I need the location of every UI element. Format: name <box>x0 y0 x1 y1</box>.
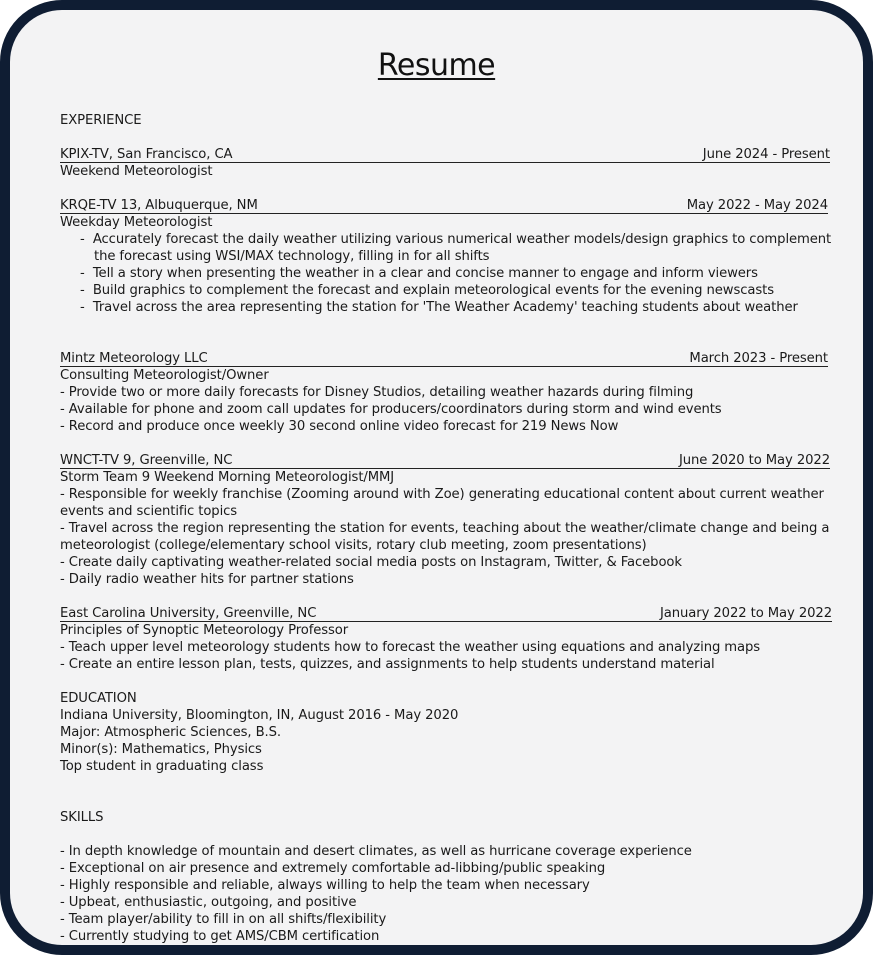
resume-content <box>60 112 830 945</box>
job-bullet: - Record and produce once weekly 30 second online video forecast for 219 News Now <box>60 419 619 434</box>
job-bullet-continued: meteorologist (college/elementary school visits, rotary club meeting, zoom presentations) <box>60 538 647 553</box>
job-org: East Carolina University, Greenville, NC <box>60 606 317 621</box>
job-header-mintz <box>60 350 828 367</box>
job-role: Weekday Meteorologist <box>60 215 213 230</box>
job-header-kpix <box>60 146 830 163</box>
experience-heading: EXPERIENCE <box>60 113 142 128</box>
job-dates: March 2023 - Present <box>689 351 828 366</box>
job-bullet: - Create daily captivating weather-related social media posts on Instagram, Twitter, & Facebook <box>60 555 682 570</box>
job-header-krqe <box>60 197 828 214</box>
job-dates: June 2024 - Present <box>702 147 830 162</box>
job-bullet-continued: the forecast using WSI/MAX technology, filling in for all shifts <box>94 249 490 264</box>
job-bullet: - Build graphics to complement the forecast and explain meteorological events for the evening newscasts <box>80 283 775 298</box>
job-bullet: - Create an entire lesson plan, tests, quizzes, and assignments to help students understand material <box>60 657 715 672</box>
job-dates: June 2020 to May 2022 <box>678 453 830 468</box>
skill-item: - In depth knowledge of mountain and desert climates, as well as hurricane coverage experience <box>60 844 692 859</box>
education-line: Indiana University, Bloomington, IN, August 2016 - May 2020 <box>60 708 459 723</box>
job-org: WNCT-TV 9, Greenville, NC <box>60 453 233 468</box>
job-bullet: - Provide two or more daily forecasts for Disney Studios, detailing weather hazards during filming <box>60 385 694 400</box>
education-heading: EDUCATION <box>60 691 137 706</box>
skill-item: - Team player/ability to fill in on all shifts/flexibility <box>60 912 387 927</box>
job-role: Storm Team 9 Weekend Morning Meteorologist/MMJ <box>60 470 395 485</box>
skill-item: - Currently studying to get AMS/CBM certification <box>60 929 380 944</box>
job-role: Weekend Meteorologist <box>60 164 213 179</box>
job-org: KPIX-TV, San Francisco, CA <box>60 147 233 162</box>
education-line: Major: Atmospheric Sciences, B.S. <box>60 725 282 740</box>
skills-heading: SKILLS <box>60 810 104 825</box>
job-bullet: - Travel across the area representing the station for 'The Weather Academy' teaching students about weather <box>80 300 798 315</box>
education-line: Top student in graduating class <box>60 759 264 774</box>
job-bullet: - Available for phone and zoom call updates for producers/coordinators during storm and wind events <box>60 402 722 417</box>
job-role: Principles of Synoptic Meteorology Professor <box>60 623 349 638</box>
job-dates: January 2022 to May 2022 <box>660 606 832 621</box>
skill-item: - Exceptional on air presence and extremely comfortable ad-libbing/public speaking <box>60 861 606 876</box>
job-bullet: - Responsible for weekly franchise (Zooming around with Zoe) generating educational content about current weather <box>60 487 824 502</box>
job-org: KRQE-TV 13, Albuquerque, NM <box>60 198 258 213</box>
job-role: Consulting Meteorologist/Owner <box>60 368 269 383</box>
skill-item: - Upbeat, enthusiastic, outgoing, and positive <box>60 895 357 910</box>
education-line: Minor(s): Mathematics, Physics <box>60 742 262 757</box>
job-bullet-continued: events and scientific topics <box>60 504 238 519</box>
job-bullet: - Daily radio weather hits for partner stations <box>60 572 354 587</box>
job-bullet: - Tell a story when presenting the weather in a clear and concise manner to engage and inform viewers <box>80 266 758 281</box>
job-org: Mintz Meteorology LLC <box>60 351 208 366</box>
job-header-ecu <box>60 605 832 622</box>
skill-item: - Highly responsible and reliable, always willing to help the team when necessary <box>60 878 590 893</box>
job-header-wnct <box>60 452 830 469</box>
job-bullet: - Teach upper level meteorology students how to forecast the weather using equations and analyzing maps <box>60 640 761 655</box>
page-title: Resume <box>377 48 496 83</box>
job-bullet: - Accurately forecast the daily weather utilizing various numerical weather models/design graphics to complement <box>80 232 832 247</box>
job-bullet: - Travel across the region representing the station for events, teaching about the weather/climate change and being a <box>60 521 830 536</box>
job-dates: May 2022 - May 2024 <box>686 198 828 213</box>
